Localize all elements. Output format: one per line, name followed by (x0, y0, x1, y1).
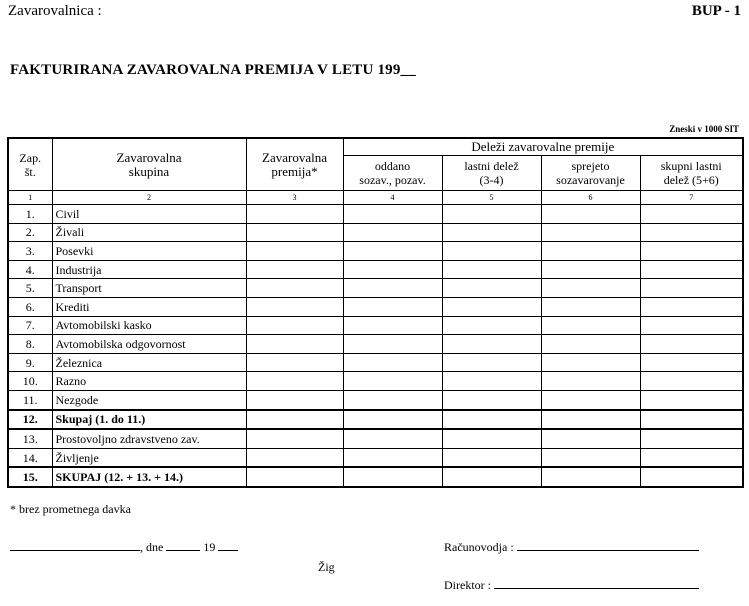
table-row (8, 260, 743, 279)
units-note: Zneski v 1000 SIT (669, 124, 739, 134)
row-group-name: Železnica (52, 353, 246, 372)
table-row (8, 390, 743, 409)
value-cell[interactable] (442, 335, 541, 354)
col-accepted-header: sprejeto sozavarovanje (541, 156, 640, 191)
value-cell[interactable] (246, 372, 343, 391)
table-row (8, 279, 743, 298)
row-number: 13. (8, 429, 52, 448)
value-cell[interactable] (541, 467, 640, 487)
value-cell[interactable] (442, 297, 541, 316)
row-group-name: Skupaj (1. do 11.) (52, 410, 246, 430)
value-cell[interactable] (640, 353, 743, 372)
row-group-name: Prostovoljno zdravstveno zav. (52, 429, 246, 448)
row-number: 7. (8, 316, 52, 335)
value-cell[interactable] (640, 316, 743, 335)
row-group-name: Industrija (52, 260, 246, 279)
value-cell[interactable] (343, 205, 442, 224)
row-group-name: Avtomobilska odgovornost (52, 335, 246, 354)
value-cell[interactable] (442, 372, 541, 391)
value-cell[interactable] (246, 390, 343, 409)
value-cell[interactable] (246, 297, 343, 316)
value-cell[interactable] (343, 390, 442, 409)
value-cell[interactable] (541, 260, 640, 279)
value-cell[interactable] (640, 223, 743, 242)
value-cell[interactable] (343, 448, 442, 467)
premium-table (7, 137, 744, 488)
date-label: , dne (140, 540, 164, 554)
value-cell[interactable] (343, 429, 442, 448)
value-cell[interactable] (442, 279, 541, 298)
row-number: 2. (8, 223, 52, 242)
row-number: 11. (8, 390, 52, 409)
value-cell[interactable] (442, 353, 541, 372)
value-cell[interactable] (640, 335, 743, 354)
col-own-header: lastni delež (3-4) (442, 156, 541, 191)
value-cell[interactable] (442, 410, 541, 430)
value-cell[interactable] (541, 448, 640, 467)
col-group-header: Zavarovalna skupina (52, 138, 246, 191)
value-cell[interactable] (541, 297, 640, 316)
value-cell[interactable] (541, 353, 640, 372)
table-row (8, 205, 743, 224)
table-row (8, 297, 743, 316)
value-cell[interactable] (343, 372, 442, 391)
value-cell[interactable] (541, 223, 640, 242)
col-premium-header: Zavarovalna premija* (246, 138, 343, 191)
group-header: Deleži zavarovalne premije (343, 138, 743, 156)
value-cell[interactable] (541, 390, 640, 409)
value-cell[interactable] (343, 410, 442, 430)
value-cell[interactable] (343, 316, 442, 335)
row-group-name: Civil (52, 205, 246, 224)
value-cell[interactable] (343, 279, 442, 298)
value-cell[interactable] (246, 205, 343, 224)
value-cell[interactable] (343, 467, 442, 487)
value-cell[interactable] (541, 410, 640, 430)
value-cell[interactable] (442, 260, 541, 279)
row-group-name: Nezgode (52, 390, 246, 409)
table-row (8, 429, 743, 448)
row-number: 15. (8, 467, 52, 487)
value-cell[interactable] (640, 390, 743, 409)
table-row (8, 242, 743, 261)
value-cell[interactable] (541, 205, 640, 224)
value-cell[interactable] (246, 316, 343, 335)
value-cell[interactable] (246, 410, 343, 430)
value-cell[interactable] (640, 205, 743, 224)
row-group-name: Živali (52, 223, 246, 242)
accountant-label: Računovodja : (444, 540, 514, 554)
value-cell[interactable] (640, 260, 743, 279)
value-cell[interactable] (343, 297, 442, 316)
value-cell[interactable] (246, 279, 343, 298)
table-row (8, 335, 743, 354)
page-title: FAKTURIRANA ZAVAROVALNA PREMIJA V LETU 199__ (10, 62, 416, 78)
company-label: Zavarovalnica : (8, 3, 102, 19)
place-date-line (10, 540, 238, 555)
row-number: 8. (8, 335, 52, 354)
table-row (8, 448, 743, 467)
row-number: 1. (8, 205, 52, 224)
row-group-name: Transport (52, 279, 246, 298)
value-cell[interactable] (442, 242, 541, 261)
stamp-label: Žig (318, 560, 335, 574)
value-cell[interactable] (246, 260, 343, 279)
value-cell[interactable] (343, 353, 442, 372)
value-cell[interactable] (541, 372, 640, 391)
value-cell[interactable] (640, 279, 743, 298)
director-label: Direktor : (444, 578, 491, 592)
row-number: 5. (8, 279, 52, 298)
row-number: 9. (8, 353, 52, 372)
value-cell[interactable] (246, 429, 343, 448)
row-number: 6. (8, 297, 52, 316)
value-cell[interactable] (246, 353, 343, 372)
col-total-header: skupni lastni delež (5+6) (640, 156, 743, 191)
row-number: 12. (8, 410, 52, 430)
row-group-name: Posevki (52, 242, 246, 261)
value-cell[interactable] (343, 223, 442, 242)
value-cell[interactable] (541, 242, 640, 261)
row-group-name: Krediti (52, 297, 246, 316)
row-group-name: Razno (52, 372, 246, 391)
value-cell[interactable] (640, 467, 743, 487)
row-group-name: SKUPAJ (12. + 13. + 14.) (52, 467, 246, 487)
value-cell[interactable] (442, 467, 541, 487)
table-row (8, 410, 743, 430)
value-cell[interactable] (640, 448, 743, 467)
table-row (8, 316, 743, 335)
year-prefix: 19 (203, 540, 216, 554)
value-cell[interactable] (246, 448, 343, 467)
value-cell[interactable] (246, 242, 343, 261)
row-group-name: Avtomobilski kasko (52, 316, 246, 335)
value-cell[interactable] (640, 429, 743, 448)
footnote: * brez prometnega davka (10, 502, 131, 516)
value-cell[interactable] (343, 260, 442, 279)
value-cell[interactable] (640, 242, 743, 261)
value-cell[interactable] (246, 223, 343, 242)
row-group-name: Življenje (52, 448, 246, 467)
row-number: 14. (8, 448, 52, 467)
table-row (8, 372, 743, 391)
value-cell[interactable] (442, 316, 541, 335)
value-cell[interactable] (442, 390, 541, 409)
table-row (8, 223, 743, 242)
value-cell[interactable] (246, 335, 343, 354)
value-cell[interactable] (640, 410, 743, 430)
value-cell[interactable] (541, 316, 640, 335)
value-cell[interactable] (343, 242, 442, 261)
value-cell[interactable] (442, 205, 541, 224)
value-cell[interactable] (442, 448, 541, 467)
value-cell[interactable] (541, 335, 640, 354)
col-ceded-header: oddano sozav., pozav. (343, 156, 442, 191)
row-number: 4. (8, 260, 52, 279)
col-zap-header: Zap. št. (8, 138, 52, 191)
value-cell[interactable] (640, 372, 743, 391)
value-cell[interactable] (442, 223, 541, 242)
value-cell[interactable] (541, 429, 640, 448)
row-number: 10. (8, 372, 52, 391)
table-row (8, 353, 743, 372)
table-row (8, 467, 743, 487)
value-cell[interactable] (246, 467, 343, 487)
director-signature (444, 578, 699, 593)
form-code: BUP - 1 (691, 3, 741, 19)
value-cell[interactable] (541, 279, 640, 298)
value-cell[interactable] (442, 429, 541, 448)
value-cell[interactable] (343, 335, 442, 354)
row-number: 3. (8, 242, 52, 261)
column-number-row: 1 2 3 4 5 6 7 (8, 191, 743, 205)
accountant-signature (444, 540, 699, 555)
value-cell[interactable] (640, 297, 743, 316)
